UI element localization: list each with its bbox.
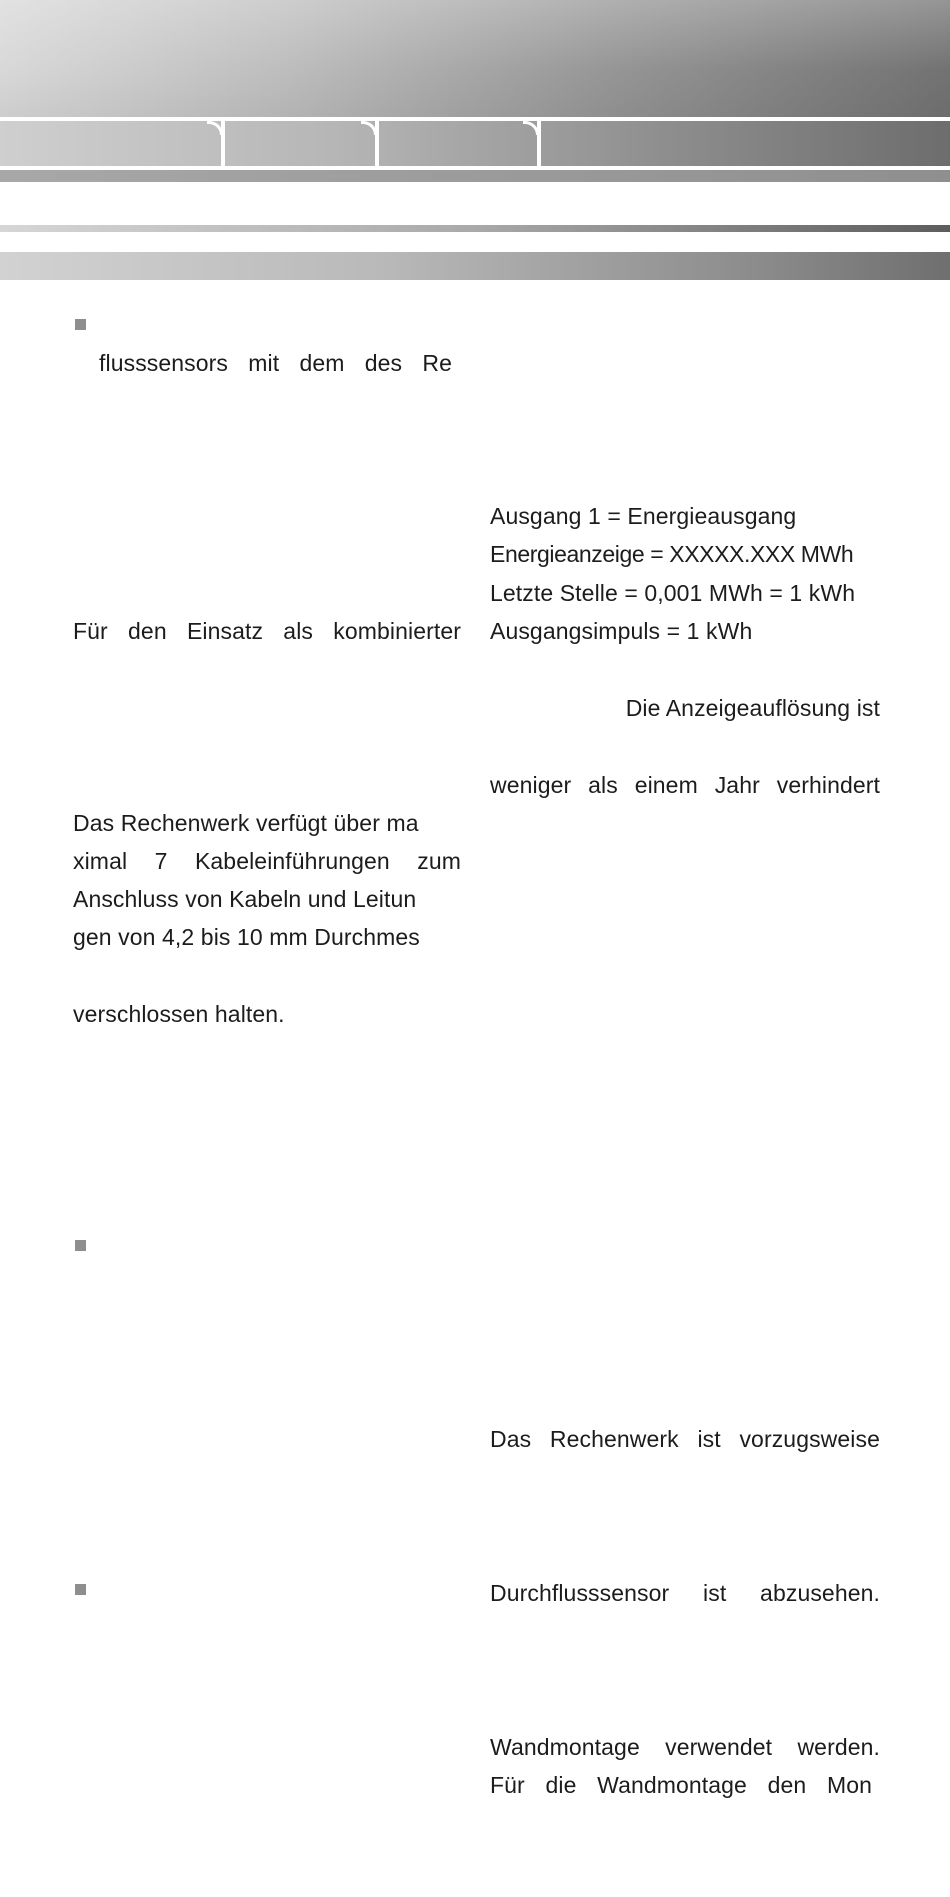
header-rule <box>0 225 950 232</box>
left-text-line: Anschluss von Kabeln und Leitun <box>73 886 417 912</box>
left-text-line: Das Rechenwerk verfügt über ma <box>73 810 419 836</box>
tab-separator <box>537 121 541 166</box>
right-text-line: weniger als einem Jahr verhindert <box>490 772 880 798</box>
right-text-line: Das Rechenwerk ist vorzugsweise <box>490 1426 880 1452</box>
right-text-line: Die Anzeigeauflösung ist <box>625 695 880 721</box>
bullet-square-icon <box>75 319 86 330</box>
left-text-line: ximal 7 Kabeleinführungen zum <box>73 848 461 874</box>
bullet-square-icon <box>75 1240 86 1251</box>
left-text-line: flusssensors mit dem des Re <box>99 350 452 376</box>
header-banner <box>0 0 950 117</box>
output-pulse-line: Ausgangsimpuls = 1 kWh <box>490 618 753 644</box>
output-energy-line: Ausgang 1 = Energieausgang <box>490 503 797 529</box>
section-bar <box>0 252 950 280</box>
header-tab-strip <box>0 121 950 166</box>
left-text-line: verschlossen halten. <box>73 1001 285 1027</box>
tab-separator <box>375 121 379 166</box>
header-band <box>0 170 950 182</box>
last-digit-line: Letzte Stelle = 0,001 MWh = 1 kWh <box>490 580 856 606</box>
left-text-line: gen von 4,2 bis 10 mm Durchmes <box>73 924 420 950</box>
right-text-line: Für die Wandmontage den Mon <box>490 1772 872 1798</box>
left-text-line: Für den Einsatz als kombinierter <box>73 618 461 644</box>
bullet-square-icon <box>75 1584 86 1595</box>
right-text-line: Durchflusssensor ist abzusehen. <box>490 1580 880 1606</box>
tab-separator <box>221 121 225 166</box>
right-text-line: Wandmontage verwendet werden. <box>490 1734 880 1760</box>
energy-display-line: Energieanzeige = XXXXX.XXX MWh <box>490 541 854 567</box>
